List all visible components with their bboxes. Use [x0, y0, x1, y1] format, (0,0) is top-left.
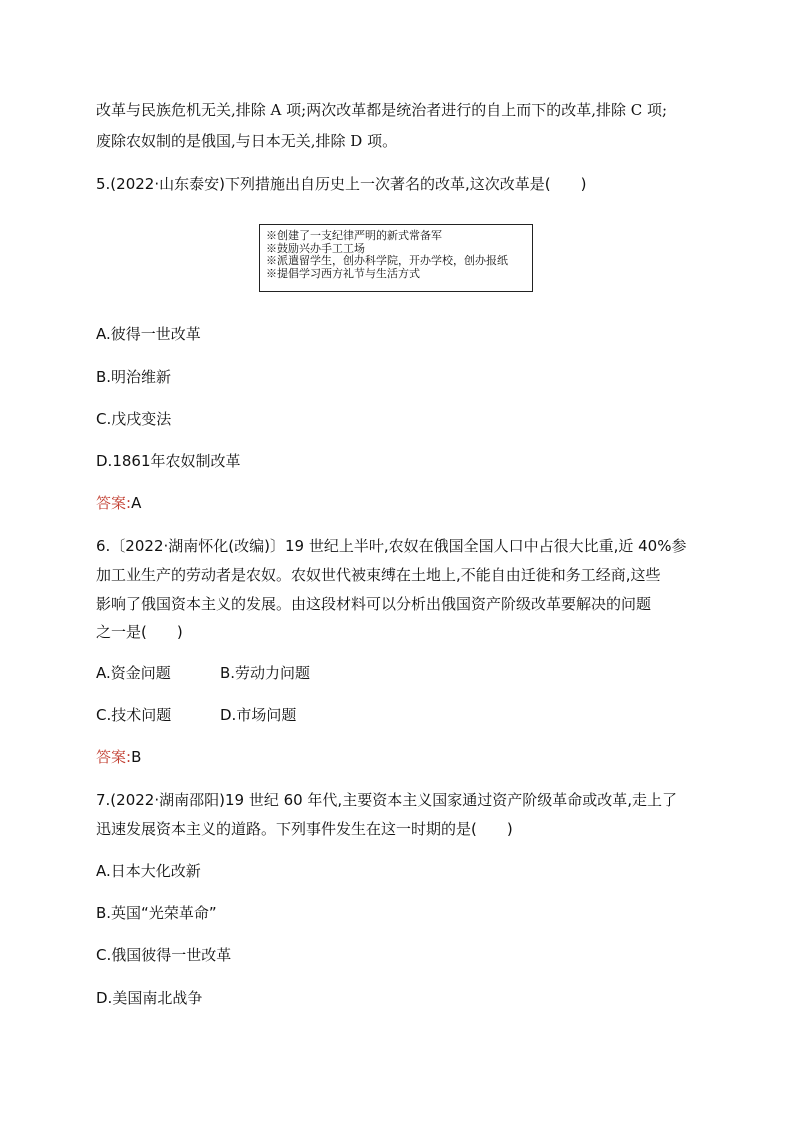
q7-option-b: B.英国“光荣革命” — [96, 904, 217, 922]
q5-option-a: A.彼得一世改革 — [96, 325, 201, 343]
q5-option-b: B.明治维新 — [96, 368, 172, 386]
answer-value: A — [131, 494, 142, 512]
measure-item: ※派遣留学生，创办科学院，开办学校，创办报纸 — [266, 254, 508, 267]
q7-option-d: D.美国南北战争 — [96, 989, 203, 1007]
answer-label: 答案: — [96, 748, 132, 766]
question-7-stem-line-2: 迅速发展资本主义的道路。下列事件发生在这一时期的是( ) — [96, 820, 513, 838]
q6-option-d: D.市场问题 — [220, 706, 297, 724]
question-7-stem-line-1: 7.(2022·湖南邵阳)19 世纪 60 年代,主要资本主义国家通过资产阶级革命或改革,走上了 — [96, 791, 677, 809]
q6-answer — [96, 747, 141, 767]
answer-value: B — [131, 748, 142, 766]
measure-item: ※鼓励兴办手工工场 — [266, 241, 365, 255]
question-6-stem-line-4: 之一是( ) — [96, 623, 183, 641]
q5-answer — [96, 493, 141, 513]
q5-option-d: D.1861年农奴制改革 — [96, 452, 241, 470]
measure-item: ※提倡学习西方礼节与生活方式 — [266, 266, 420, 280]
question-6-stem-line-3: 影响了俄国资本主义的发展。由这段材料可以分析出俄国资产阶级改革要解决的问题 — [96, 595, 652, 613]
question-6-stem-line-2: 加工业生产的劳动者是农奴。农奴世代被束缚在土地上,不能自由迁徙和务工经商,这些 — [96, 566, 661, 584]
explanation-line-2: 废除农奴制的是俄国,与日本无关,排除 D 项。 — [96, 132, 398, 150]
q5-option-c: C.戊戌变法 — [96, 410, 172, 428]
question-6-stem-line-1: 6.〔2022·湖南怀化(改编)〕19 世纪上半叶,农奴在俄国全国人口中占很大比重,近 40%参 — [96, 537, 687, 555]
measures-box — [259, 224, 533, 292]
answer-label: 答案: — [96, 494, 132, 512]
question-5-stem: 5.(2022·山东泰安)下列措施出自历史上一次著名的改革,这次改革是( ) — [96, 175, 587, 193]
q6-option-c: C.技术问题 — [96, 706, 172, 724]
measure-item: ※创建了一支纪律严明的新式常备军 — [266, 229, 442, 242]
explanation-line-1: 改革与民族危机无关,排除 A 项;两次改革都是统治者进行的自上而下的改革,排除 C 项; — [96, 101, 668, 119]
q6-option-b: B.劳动力问题 — [220, 664, 311, 682]
q7-option-c: C.俄国彼得一世改革 — [96, 946, 232, 964]
q6-option-a: A.资金问题 — [96, 664, 171, 682]
q7-option-a: A.日本大化改新 — [96, 862, 201, 880]
